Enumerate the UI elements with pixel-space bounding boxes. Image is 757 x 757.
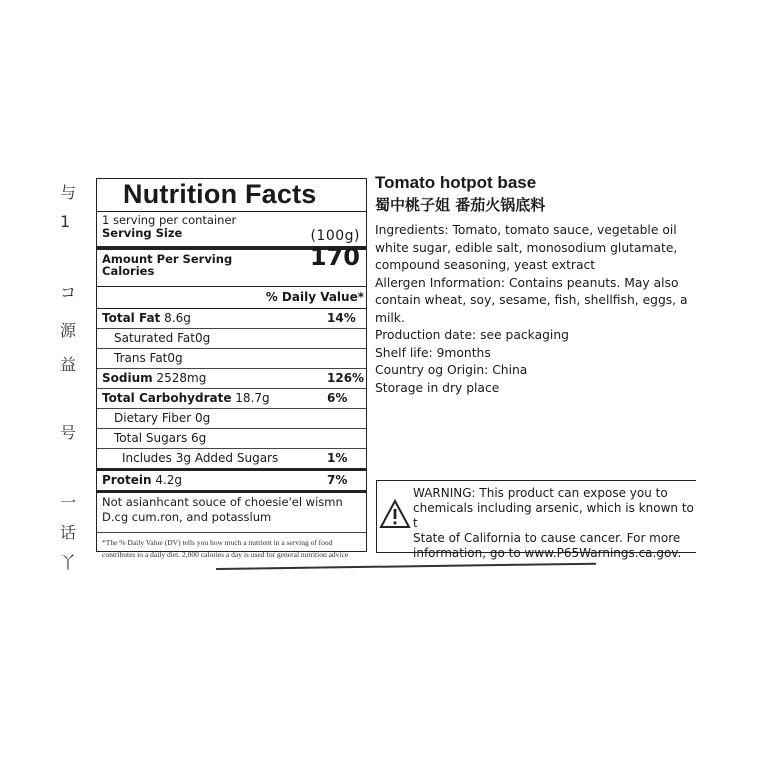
nutrition-title: Nutrition Facts — [97, 179, 366, 212]
nutrient-label: Includes 3g Added Sugars — [122, 451, 279, 465]
nutrient-note: Not asianhcant souce of choesie'el wismn D.cg cum.ron, and potasslum — [97, 493, 366, 533]
amount-per-serving: Amount Per Serving — [102, 252, 233, 266]
nutrient-row — [97, 349, 366, 369]
margin-char: 号 — [60, 423, 77, 442]
nutrient-amount: 6g — [191, 431, 207, 445]
nutrient-amount: 8.6g — [164, 311, 191, 325]
nutrient-dv: 6% — [327, 391, 348, 405]
nutrient-row — [97, 309, 366, 329]
warning-text: WARNING: This product can expose you to chemicals including arsenic, which is known to t State of California to cause cancer. For more information, go to www.P65Warnings.ca.gov. — [413, 486, 694, 560]
margin-char: 益 — [60, 355, 77, 374]
margin-char: 话 — [60, 523, 77, 542]
country-of-origin: Country og Origin: China — [375, 363, 528, 377]
margin-char: 与 — [60, 183, 77, 202]
nutrient-amount: 18.7g — [235, 391, 270, 405]
nutrient-label: Total Carbohydrate — [102, 391, 232, 405]
nutrient-amount: 0g — [194, 331, 211, 345]
nutrient-label: Total Fat — [102, 311, 161, 325]
divider-line — [216, 563, 596, 570]
margin-char: 1 — [60, 212, 71, 231]
calories-value: 170 — [309, 243, 360, 271]
nutrient-row — [97, 329, 366, 349]
product-title-cn: 蜀中桃子姐 番茄火锅底料 — [375, 196, 546, 214]
production-date: Production date: see packaging — [375, 328, 569, 342]
nutrient-label: Protein — [102, 473, 152, 487]
left-margin-text — [60, 178, 82, 578]
nutrient-label: Total Sugars — [114, 431, 188, 445]
product-info — [375, 172, 695, 397]
product-title-en: Tomato hotpot base — [375, 173, 537, 192]
allergen-text: Allergen Information: Contains peanuts. May also contain wheat, soy, sesame, fish, shellfish, eggs, a milk. — [375, 275, 688, 325]
nutrient-dv: 126% — [327, 371, 365, 385]
margin-char: 丫 — [60, 553, 77, 572]
nutrient-row — [97, 409, 366, 429]
nutrient-amount: 2528mg — [156, 371, 207, 385]
servings-per-container: 1 serving per container — [102, 213, 237, 227]
margin-char: コ — [60, 283, 77, 302]
daily-value-header: % Daily Value* — [97, 287, 366, 309]
serving-size-label: Serving Size — [102, 226, 183, 240]
warning-triangle-icon — [380, 499, 410, 529]
serving-size-value: (100g) — [310, 228, 360, 244]
calories-section — [97, 243, 366, 287]
nutrient-dv: 14% — [327, 311, 356, 325]
nutrient-label: Trans Fat — [114, 351, 168, 365]
nutrient-row — [97, 449, 366, 471]
nutrient-row — [97, 369, 366, 389]
daily-value-footnote: *The % Daily Value (DV) tells you how much a nutrient in a serving of food contributes to a daily diet. 2,000 calories a day is used for general nutrition advice — [102, 538, 349, 559]
nutrient-amount: 0g — [195, 411, 211, 425]
nutrient-dv: 7% — [327, 473, 348, 487]
storage-instructions: Storage in dry place — [375, 380, 500, 395]
prop65-warning-box — [376, 480, 696, 560]
nutrient-amount: 0g — [167, 351, 183, 365]
nutrient-amount: 4.2g — [155, 473, 183, 487]
shelf-life: Shelf life: 9months — [375, 345, 491, 360]
margin-char: 一 — [60, 493, 77, 512]
nutrient-row — [97, 471, 366, 493]
nutrient-row — [97, 389, 366, 409]
nutrient-label: Saturated Fat — [114, 331, 195, 345]
margin-char: 源 — [60, 321, 77, 340]
nutrient-row — [97, 429, 366, 449]
nutrient-label: Sodium — [102, 371, 153, 385]
calories-label: Calories — [102, 264, 155, 278]
nutrition-facts-panel — [96, 178, 367, 559]
ingredients-text: Ingredients: Tomato, tomato sauce, vegetable oil white sugar, edible salt, monosodium glutamate, compound seasoning, yeast extract — [375, 223, 678, 272]
nutrient-dv: 1% — [327, 451, 348, 465]
nutrient-label: Dietary Fiber — [114, 411, 192, 425]
